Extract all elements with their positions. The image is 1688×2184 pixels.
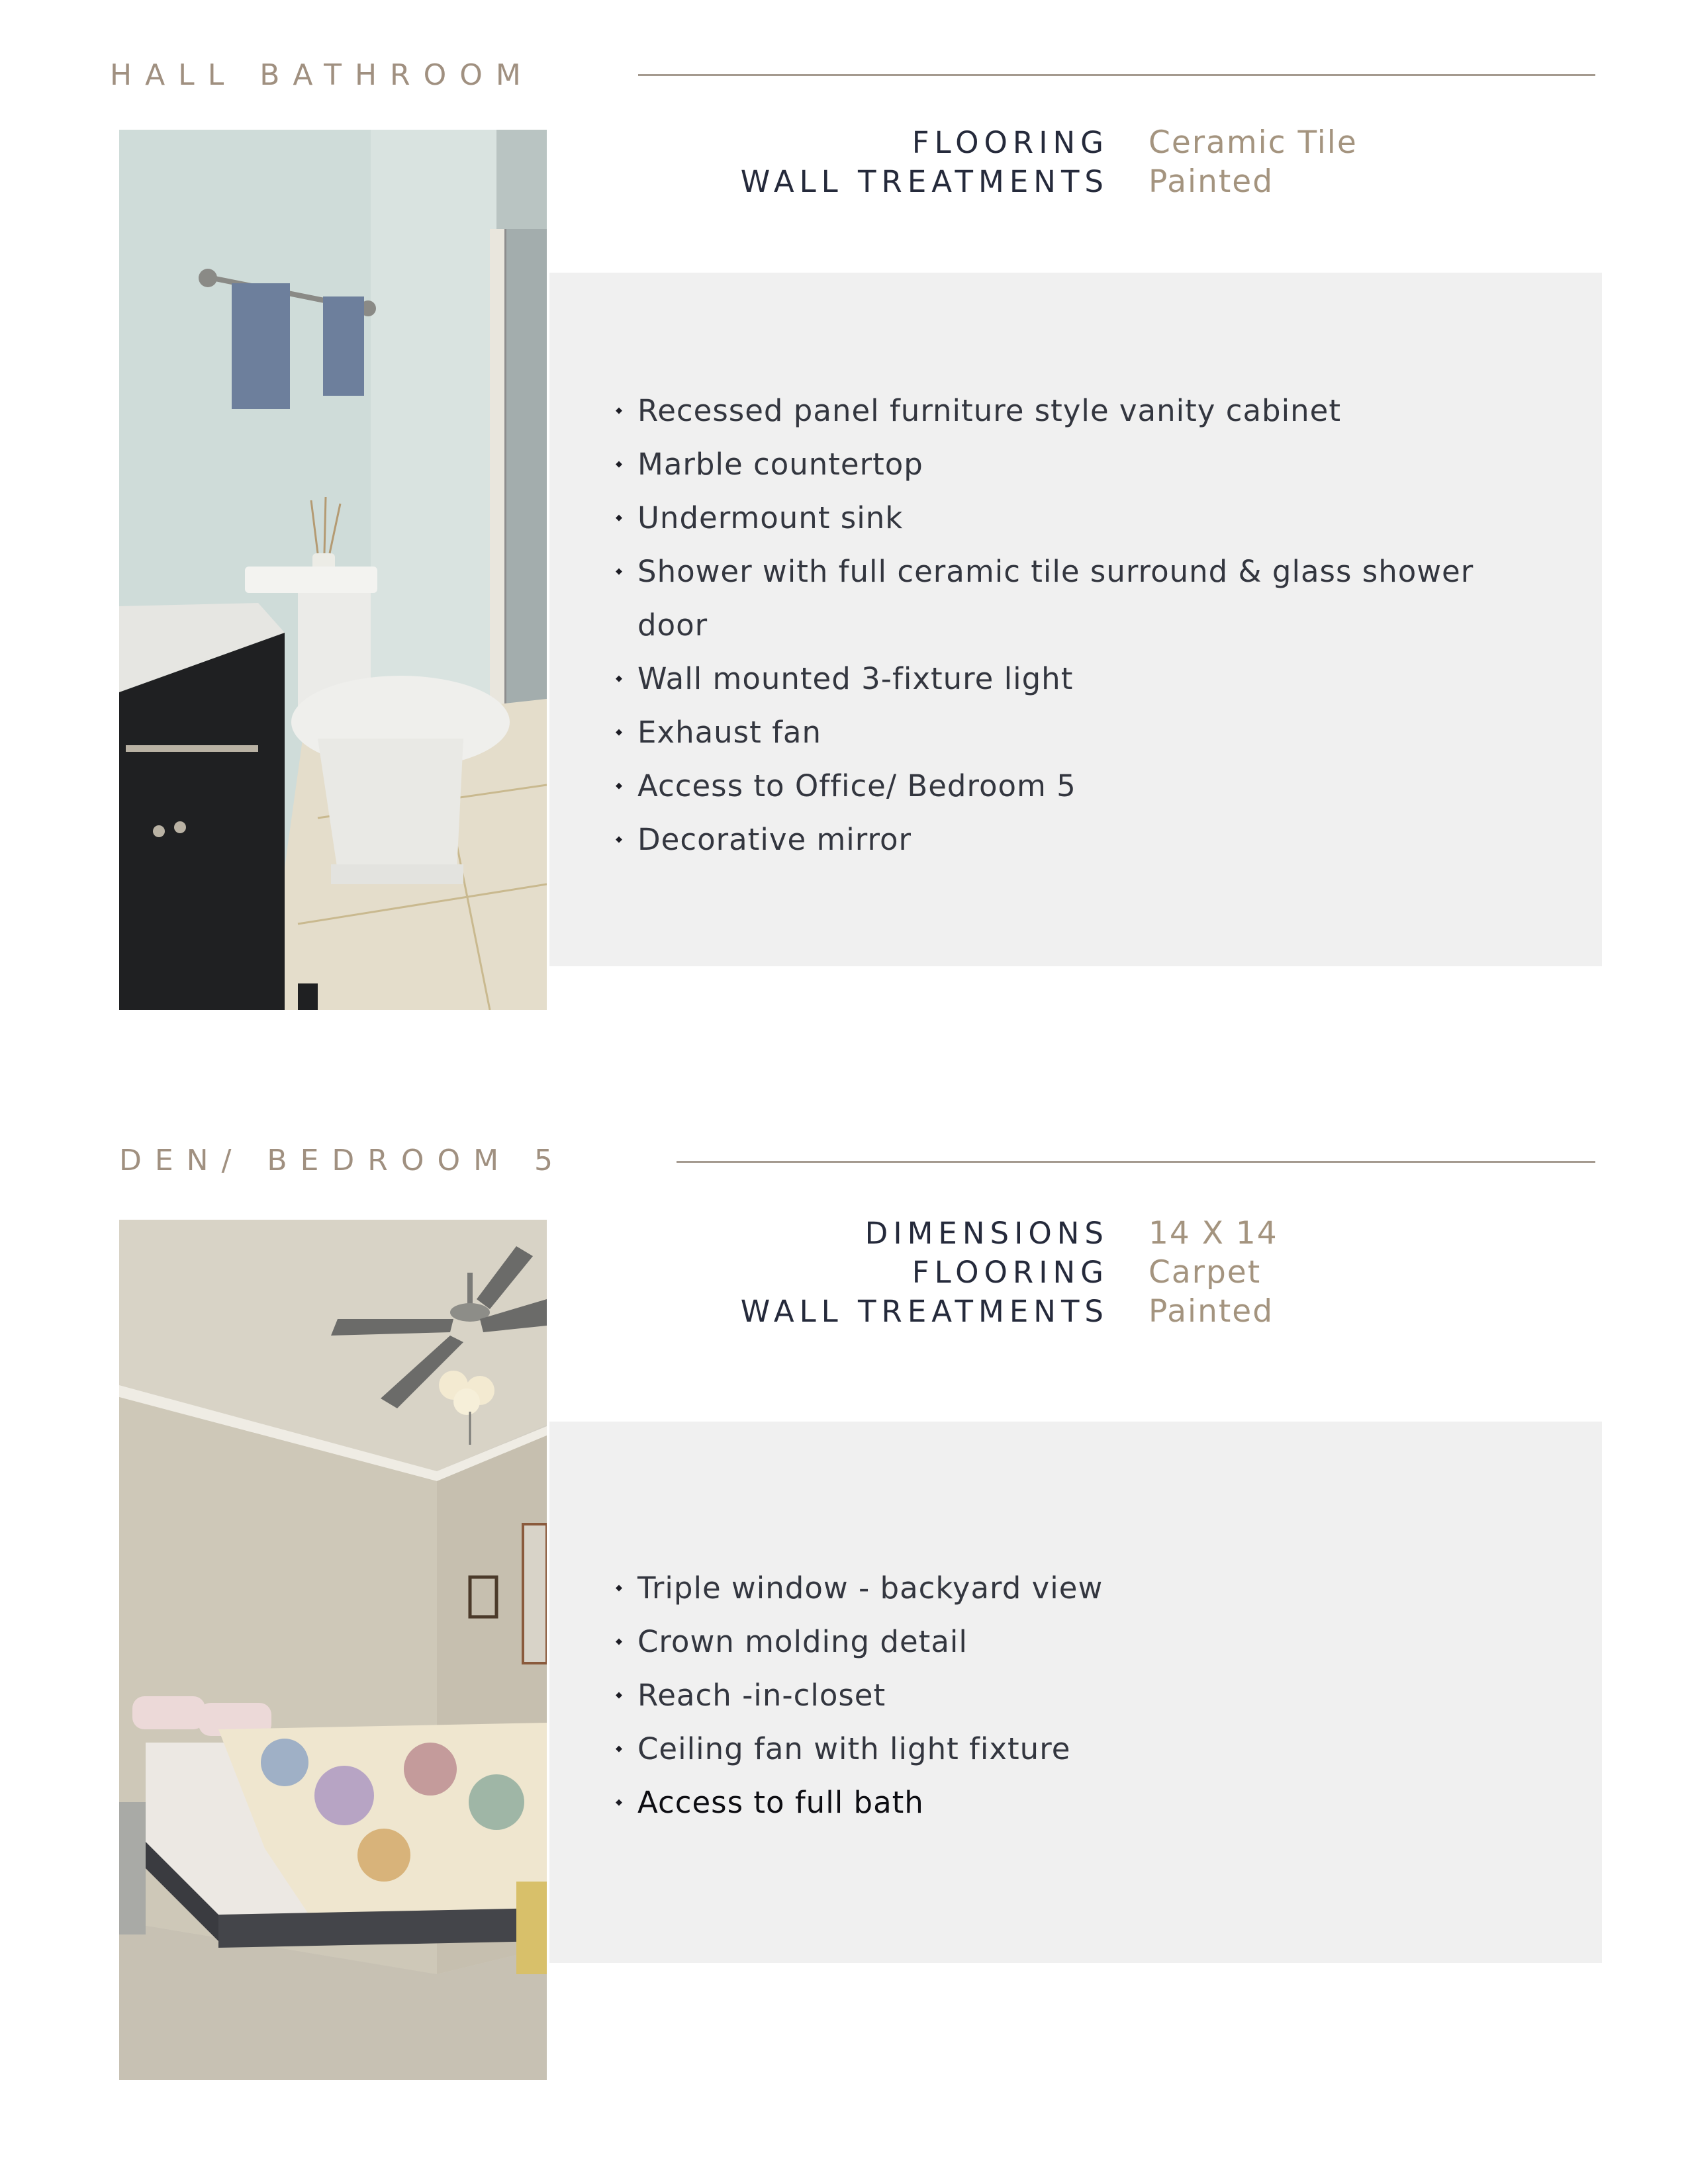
list-item: ◆ Triple window - backyard view xyxy=(549,1561,1182,1615)
spec-value: Ceramic Tile xyxy=(1149,124,1358,161)
den-bedroom-specs xyxy=(596,1215,1523,1332)
feature-list xyxy=(549,1561,1182,1829)
spec-value: 14 X 14 xyxy=(1149,1215,1278,1251)
section-title-hall-bathroom: HALL BATHROOM xyxy=(110,58,534,92)
spec-value: Painted xyxy=(1149,1293,1274,1330)
list-item: ◆ Marble countertop xyxy=(549,437,1602,491)
list-item: ◆ Exhaust fan xyxy=(549,705,1602,759)
hall-bathroom-features-panel xyxy=(549,273,1602,966)
list-item: ◆ Undermount sink xyxy=(549,491,1602,545)
list-item: ◆ Reach -in-closet xyxy=(549,1668,1182,1722)
spec-row-wall-treatments xyxy=(596,163,1523,203)
spec-label: WALL TREATMENTS xyxy=(740,1294,1109,1329)
spec-label: FLOORING xyxy=(912,125,1109,160)
spec-row-dimensions xyxy=(596,1215,1523,1254)
list-item: ◆ Access to full bath xyxy=(549,1776,1182,1829)
spec-label: DIMENSIONS xyxy=(865,1216,1109,1251)
list-item: ◆ Access to Office/ Bedroom 5 xyxy=(549,759,1602,813)
list-item: ◆ Decorative mirror xyxy=(549,813,1602,866)
spec-row-flooring xyxy=(596,1254,1523,1293)
spec-row-wall-treatments xyxy=(596,1293,1523,1332)
den-bedroom-features-panel xyxy=(549,1422,1602,1963)
spec-label: WALL TREATMENTS xyxy=(740,164,1109,199)
feature-list xyxy=(549,384,1602,866)
spec-label: FLOORING xyxy=(912,1255,1109,1290)
section-divider xyxy=(677,1161,1595,1163)
spec-value: Painted xyxy=(1149,163,1274,200)
section-title-den-bedroom: DEN/ BEDROOM 5 xyxy=(119,1144,567,1177)
list-item: ◆ Shower with full ceramic tile surround & glass shower door xyxy=(549,545,1602,652)
den-bedroom-photo xyxy=(119,1220,547,2080)
section-divider xyxy=(638,74,1595,76)
list-item: ◆ Ceiling fan with light fixture xyxy=(549,1722,1182,1776)
list-item: ◆ Crown molding detail xyxy=(549,1615,1182,1668)
hall-bathroom-photo xyxy=(119,130,547,1010)
list-item: ◆ Recessed panel furniture style vanity cabinet xyxy=(549,384,1602,437)
spec-row-flooring xyxy=(596,124,1523,163)
list-item: ◆ Wall mounted 3-fixture light xyxy=(549,652,1602,705)
spec-value: Carpet xyxy=(1149,1254,1262,1291)
hall-bathroom-specs xyxy=(596,124,1523,203)
